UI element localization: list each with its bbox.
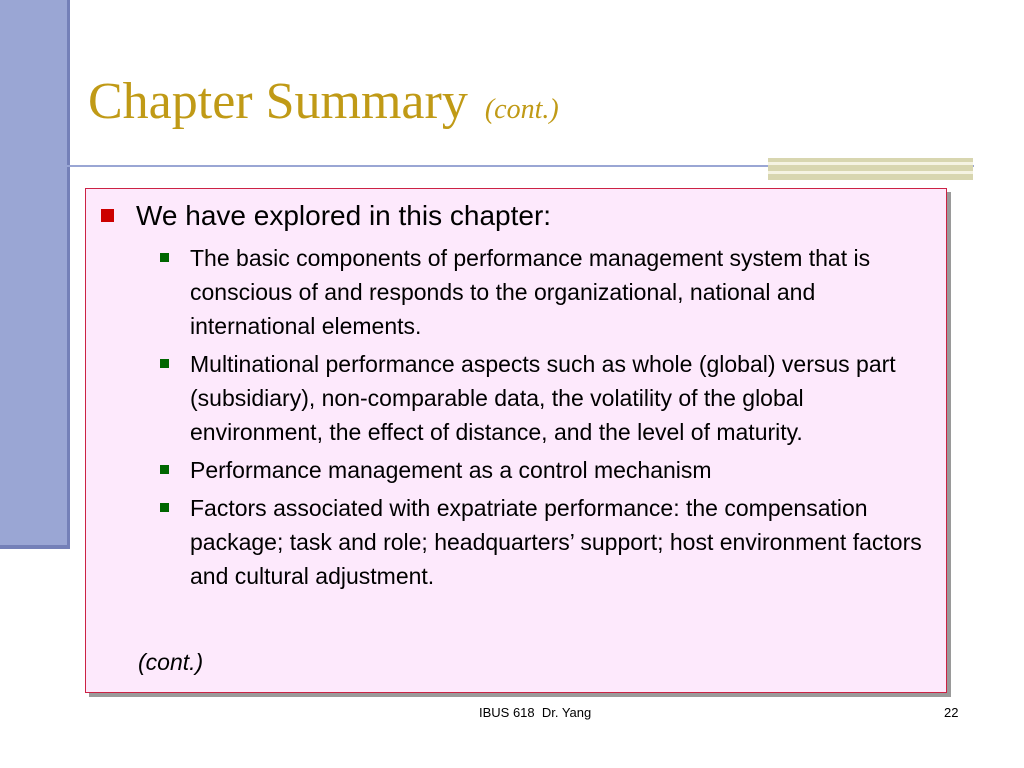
slide-title [88,73,559,130]
main-bullet [101,198,551,234]
sub-bullet-text: Factors associated with expatriate performance: the compensation package; task and role; headquarters’ support; host environment factors and cultural adjustment. [190,495,922,589]
sub-bullet-text: Multinational performance aspects such as whole (global) versus part (subsidiary), non-comparable data, the volatility of the global environment, the effect of distance, and the level of maturity. [190,351,896,445]
slide-title-suffix: (cont.) [484,94,559,125]
sub-bullet-marker [160,465,169,474]
sub-bullet-list [160,241,940,597]
sub-bullet-item [160,241,940,343]
slide-title-text: Chapter Summary [88,73,468,130]
left-accent-bar [0,0,67,545]
sub-bullet-item [160,453,940,487]
sub-bullet-item [160,347,940,449]
page-number: 22 [944,705,959,720]
sub-bullet-item [160,491,940,593]
footer-course-label: IBUS 618 Dr. Yang [479,705,592,720]
title-accent-block [768,158,973,180]
sub-bullet-marker [160,359,169,368]
sub-bullet-text: Performance management as a control mechanism [190,457,712,483]
sub-bullet-marker [160,503,169,512]
main-bullet-marker [101,209,114,222]
sub-bullet-text: The basic components of performance management system that is conscious of and responds to the organizational, national and international elements. [190,245,871,339]
continuation-note: (cont.) [138,649,204,675]
left-accent-bar-shadow [0,545,70,549]
sub-bullet-marker [160,253,169,262]
main-bullet-text: We have explored in this chapter: [136,200,552,231]
left-accent-bar-edge [67,0,70,549]
